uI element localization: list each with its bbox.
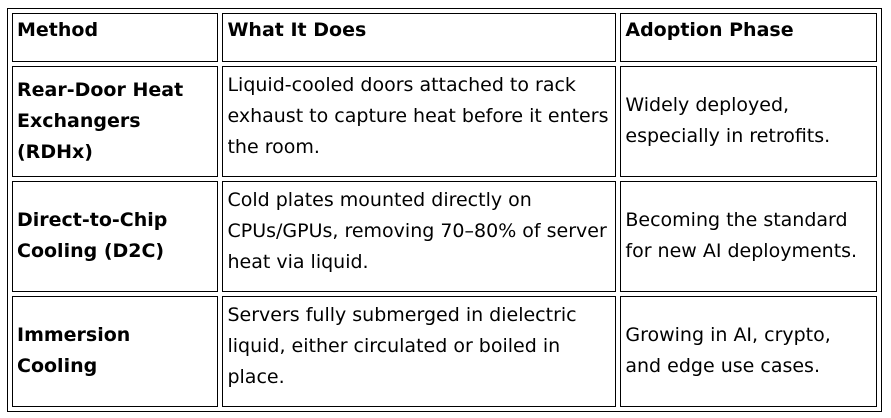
phase-cell: Growing in AI, crypto, and edge use cases. [620, 296, 877, 407]
header-method: Method [12, 13, 218, 62]
cooling-methods-table [8, 9, 881, 411]
description-cell: Liquid-cooled doors attached to rack exhaust to capture heat before it enters the room. [222, 66, 616, 177]
table-row [12, 66, 877, 177]
phase-cell: Becoming the standard for new AI deployments. [620, 181, 877, 292]
phase-cell: Widely deployed, especially in retrofits. [620, 66, 877, 177]
method-cell: Direct-to-Chip Cooling (D2C) [12, 181, 218, 292]
cooling-methods-table-wrapper [7, 8, 882, 412]
table-row [12, 181, 877, 292]
table-row [12, 296, 877, 407]
method-cell: Rear-Door Heat Exchangers (RDHx) [12, 66, 218, 177]
description-cell: Servers fully submerged in dielectric liquid, either circulated or boiled in place. [222, 296, 616, 407]
description-cell: Cold plates mounted directly on CPUs/GPUs, removing 70–80% of server heat via liquid. [222, 181, 616, 292]
header-adoption-phase: Adoption Phase [620, 13, 877, 62]
method-cell: Immersion Cooling [12, 296, 218, 407]
table-header-row [12, 13, 877, 62]
header-what-it-does: What It Does [222, 13, 616, 62]
